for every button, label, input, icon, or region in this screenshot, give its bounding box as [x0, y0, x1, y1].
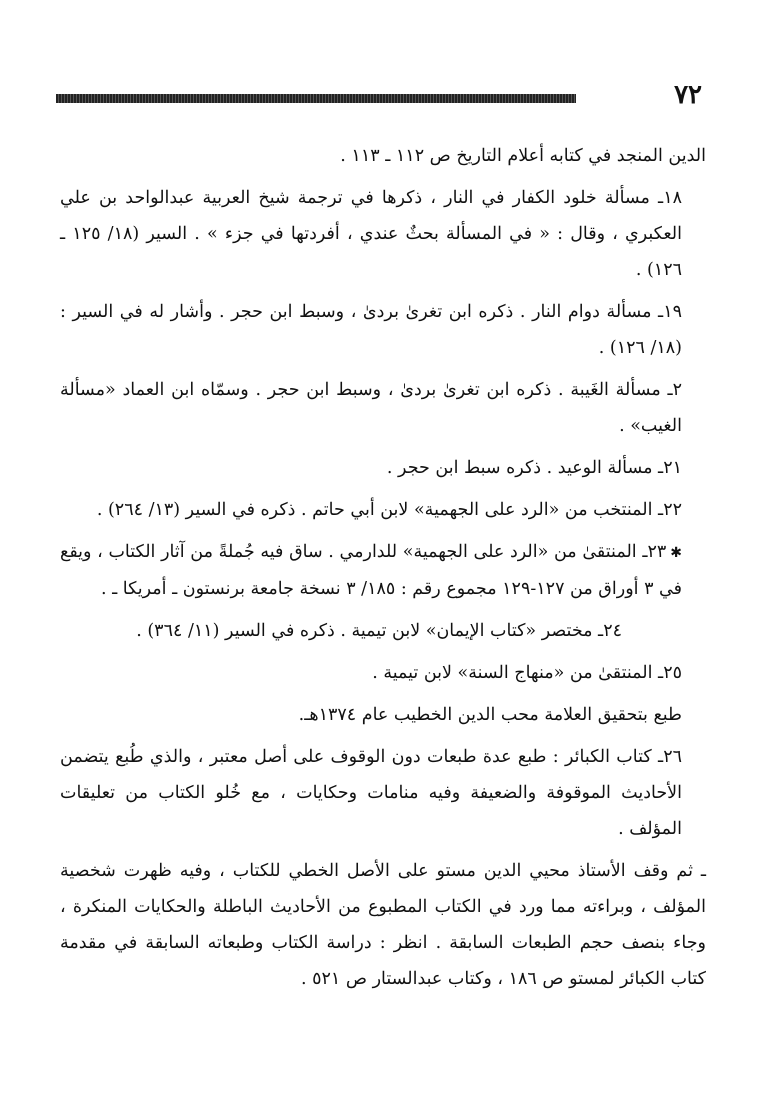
- list-item-20: ٢ـ مسألة الغَيبة . ذكره ابن تغرىٰ بردىٰ ، وسبط ابن حجر . وسمّاه ابن العماد «مسألة الغيب» .: [60, 380, 682, 436]
- list-item-19: ١٩ـ مسألة دوام النار . ذكره ابن تغرىٰ بردىٰ ، وسبط ابن حجر . وأشار له في السير : (١٨/ ١٢٦) .: [60, 302, 682, 358]
- list-item-22: ٢٢ـ المنتخب من «الرد على الجهمية» لابن أبي حاتم . ذكره في السير (١٣/ ٢٦٤) .: [96, 500, 682, 520]
- list-item-18: ١٨ـ مسألة خلود الكفار في النار ، ذكرها في ترجمة شيخ العربية عبدالواحد بن علي العكبري ، وقال : « في المسألة بحثٌ عندي ، أفردتها في جزء » . السير (١٨/ ١٢٥ ـ ١٢٦) .: [60, 188, 682, 280]
- list-item-24: ٢٤ـ مختصر «كتاب الإيمان» لابن تيمية . ذكره في السير (١١/ ٣٦٤) .: [136, 621, 622, 641]
- list-item-26: ٢٦ـ كتاب الكبائر : طبع عدة طبعات دون الوقوف على أصل معتبر ، والذي طُبع يتضمن الأحاديث الموقوفة والضعيفة وفيه منامات وحكايات ، مع خُلو الكتاب من تعليقات المؤلف .: [60, 747, 682, 839]
- list-item-23: [60, 534, 706, 607]
- paragraph: الدين المنجد في كتابه أعلام التاريخ ص ١١٢ ـ ١١٣ .: [340, 146, 706, 166]
- list-item-25: ٢٥ـ المنتقىٰ من «منهاج السنة» لابن تيمية .: [372, 663, 682, 683]
- page-body: [60, 138, 706, 1003]
- list-item-21: ٢١ـ مسألة الوعيد . ذكره سبط ابن حجر .: [386, 458, 682, 478]
- header-rule: [56, 94, 576, 103]
- star-icon: ✱: [670, 545, 682, 561]
- list-item-23-text: ٢٣ـ المنتقىٰ من «الرد على الجهمية» للدارمي . ساق فيه جُملةً من آثار الكتاب ، ويقع في ٣ أوراق من ١٢٧-١٢٩ مجموع رقم : ١٨٥/ ٣ نسخة جامعة برنستون ـ أمريكا ـ .: [60, 542, 682, 599]
- page-number: ٧٢: [674, 80, 702, 110]
- print-note: طبع بتحقيق العلامة محب الدين الخطيب عام ١٣٧٤هـ.: [298, 705, 682, 725]
- closing-paragraph: ـ ثم وقف الأستاذ محيي الدين مستو على الأصل الخطي للكتاب ، وفيه ظهرت شخصية المؤلف ، وبراءته مما ورد في الكتاب المطبوع من الأحاديث الباطلة والحكايات المنكرة ، وجاء بنصف حجم الطبعات السابقة . انظر : دراسة الكتاب وطبعاته السابقة في مقدمة كتاب الكبائر لمستو ص ١٨٦ ، وكتاب عبدالستار ص ٥٢١ .: [60, 861, 706, 989]
- page-header: [56, 80, 710, 112]
